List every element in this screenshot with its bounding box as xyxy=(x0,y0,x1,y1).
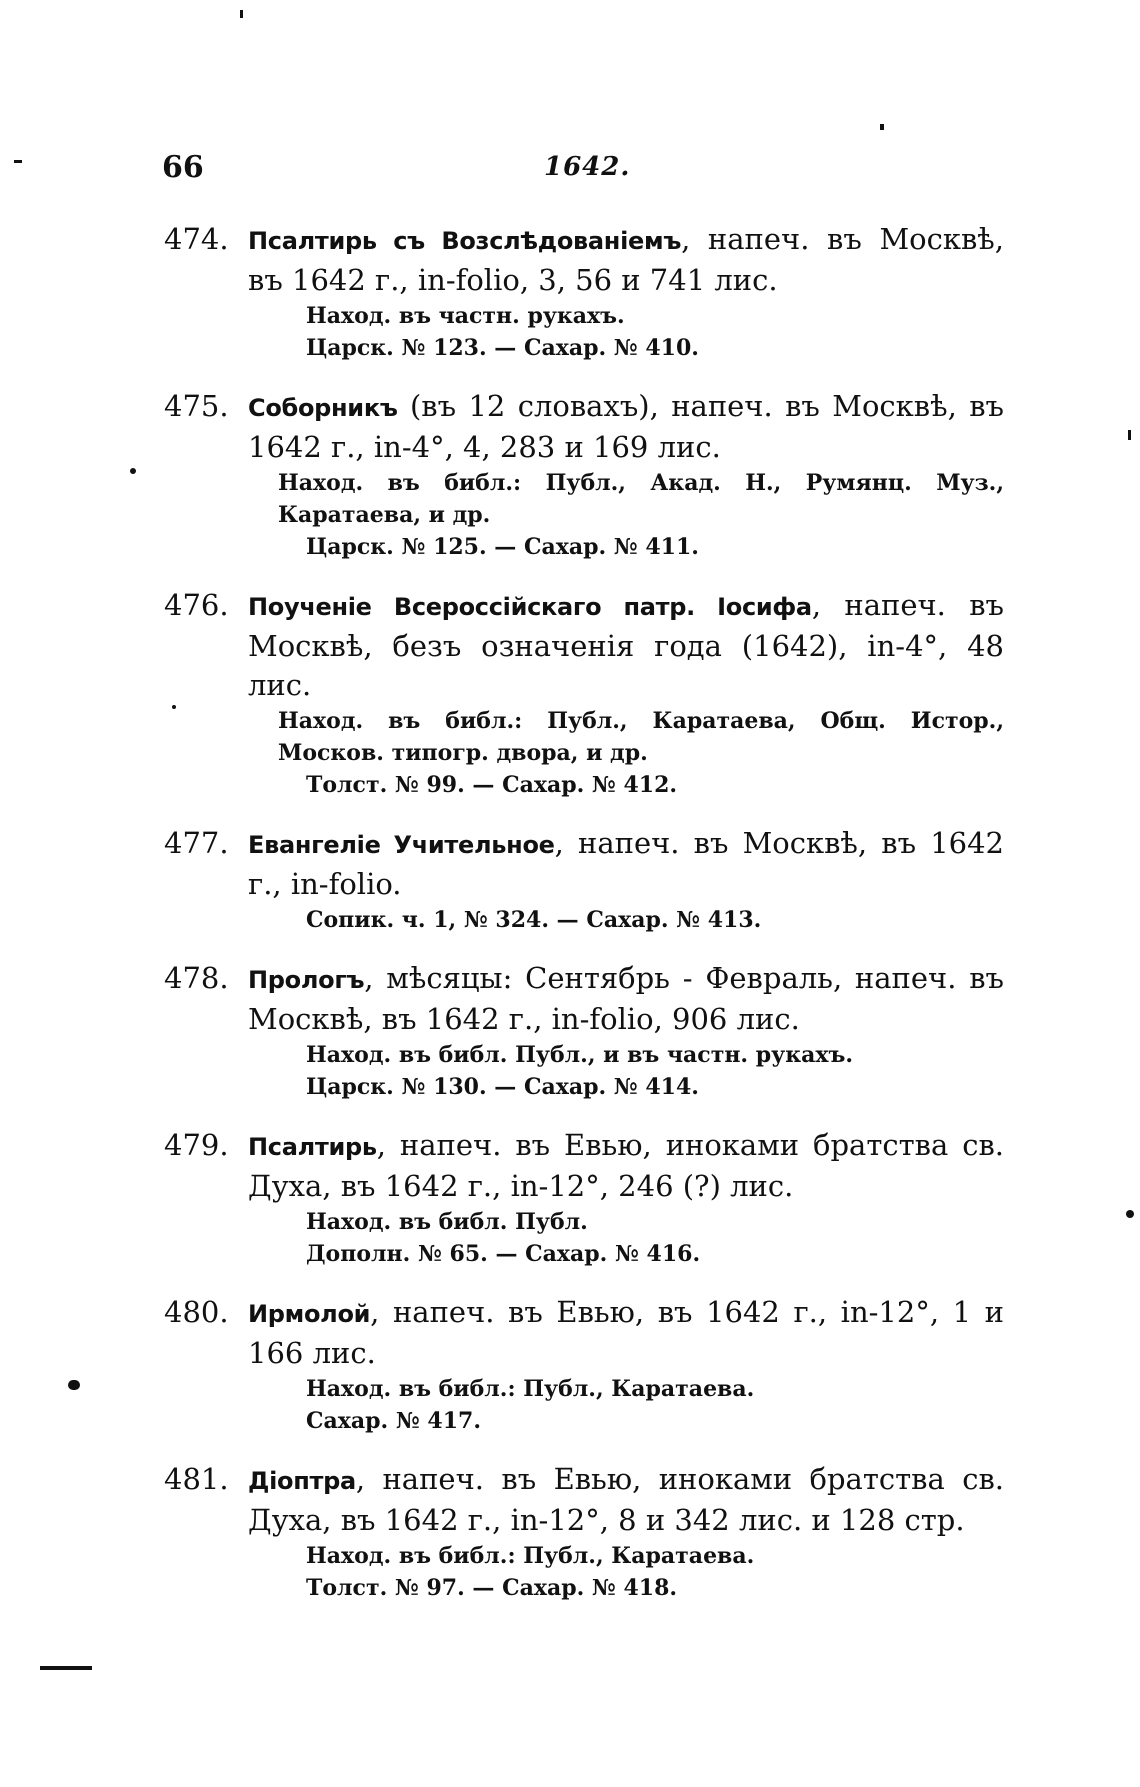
entry-description xyxy=(248,824,1004,904)
entry-title: Ирмолой xyxy=(248,1300,371,1328)
entry-title: Прологъ xyxy=(248,966,365,994)
entry-text: , напеч. въ Москвѣ, безъ означенія года (1642), in-4°, 48 лис. xyxy=(248,588,1004,702)
scan-speck xyxy=(1128,430,1131,440)
entry-location-note: Наход. въ частн. рукахъ. xyxy=(306,303,625,329)
entry-number: 475. xyxy=(164,389,229,423)
entry-title: Поученіе Всероссійскаго патр. Іосифа xyxy=(248,593,812,621)
scan-speck xyxy=(172,705,176,709)
entry-481 xyxy=(164,1460,1004,1604)
entry-reference-note: Толст. № 97. — Сахар. № 418. xyxy=(306,1575,678,1601)
entry-number: 481. xyxy=(164,1462,229,1496)
entry-text: , напеч. въ Евью, иноками братства св. Духа, въ 1642 г., in-12°, 8 и 342 лис. и 128 стр. xyxy=(248,1462,1004,1537)
entry-description xyxy=(248,387,1004,467)
entry-title: Псалтирь xyxy=(248,1133,377,1161)
entry-reference-note: Дополн. № 65. — Сахар. № 416. xyxy=(306,1241,701,1267)
entry-text: , мѣсяцы: Сентябрь - Февраль, напеч. въ Москвѣ, въ 1642 г., in-folio, 906 лис. xyxy=(248,961,1004,1036)
entry-reference-note: Сахар. № 417. xyxy=(306,1408,481,1434)
page-number: 66 xyxy=(162,150,204,185)
entry-477 xyxy=(164,824,1004,936)
running-head-year: 1642. xyxy=(544,152,631,182)
entry-number: 479. xyxy=(164,1128,229,1162)
entry-location-note: Наход. въ библ.: Публ., Каратаева. xyxy=(306,1376,755,1402)
page-header xyxy=(162,150,982,190)
entry-reference-note: Царск. № 123. — Сахар. № 410. xyxy=(306,335,699,361)
entry-location-note: Наход. въ библ.: Публ., Каратаева, Общ. Истор., Москов. типогр. двора, и др. xyxy=(278,708,1004,766)
entry-480 xyxy=(164,1293,1004,1437)
entry-number: 474. xyxy=(164,222,229,256)
entry-478 xyxy=(164,959,1004,1103)
entry-location-note: Наход. въ библ. Публ., и въ частн. рукахъ. xyxy=(306,1042,854,1068)
scan-speck xyxy=(14,160,22,163)
entry-reference-note: Сопик. ч. 1, № 324. — Сахар. № 413. xyxy=(306,907,762,933)
entry-text: (въ 12 словахъ), напеч. въ Москвѣ, въ 1642 г., in-4°, 4, 283 и 169 лис. xyxy=(248,389,1004,464)
entry-text: , напеч. въ Евью, иноками братства св. Духа, въ 1642 г., in-12°, 246 (?) лис. xyxy=(248,1128,1004,1203)
entry-number: 478. xyxy=(164,961,229,995)
scan-speck xyxy=(240,10,243,18)
entry-location-note: Наход. въ библ. Публ. xyxy=(306,1209,588,1235)
entry-479 xyxy=(164,1126,1004,1270)
entry-description xyxy=(248,1460,1004,1540)
entry-reference-note: Царск. № 130. — Сахар. № 414. xyxy=(306,1074,699,1100)
entry-list xyxy=(164,220,1004,1627)
scan-speck xyxy=(880,124,884,130)
scan-speck xyxy=(1126,1210,1134,1218)
entry-title: Діоптра xyxy=(248,1467,356,1495)
entry-title: Евангеліе Учительное xyxy=(248,831,555,859)
entry-number: 480. xyxy=(164,1295,229,1329)
scan-rule xyxy=(40,1666,92,1670)
entry-description xyxy=(248,959,1004,1039)
entry-475 xyxy=(164,387,1004,563)
entry-number: 476. xyxy=(164,588,229,622)
entry-text: , напеч. въ Москвѣ, въ 1642 г., in-folio, 3, 56 и 741 лис. xyxy=(248,222,1005,297)
entry-text: , напеч. въ Москвѣ, въ 1642 г., in-folio. xyxy=(248,826,1004,901)
entry-474 xyxy=(164,220,1004,364)
entry-title: Псалтирь съ Возслѣдованіемъ xyxy=(248,227,682,255)
entry-title: Соборникъ xyxy=(248,394,398,422)
entry-description xyxy=(248,1293,1004,1373)
entry-location-note: Наход. въ библ.: Публ., Акад. Н., Румянц. Муз., Каратаева, и др. xyxy=(278,470,1004,528)
entry-description xyxy=(248,1126,1004,1206)
entry-text: , напеч. въ Евью, въ 1642 г., in-12°, 1 и 166 лис. xyxy=(248,1295,1004,1370)
entry-reference-note: Царск. № 125. — Сахар. № 411. xyxy=(306,534,699,560)
entry-476 xyxy=(164,586,1004,801)
scan-speck xyxy=(68,1380,80,1390)
scan-speck xyxy=(130,468,136,474)
entry-description xyxy=(248,586,1004,705)
entry-number: 477. xyxy=(164,826,229,860)
entry-reference-note: Толст. № 99. — Сахар. № 412. xyxy=(306,772,678,798)
entry-location-note: Наход. въ библ.: Публ., Каратаева. xyxy=(306,1543,755,1569)
entry-description xyxy=(248,220,1004,300)
